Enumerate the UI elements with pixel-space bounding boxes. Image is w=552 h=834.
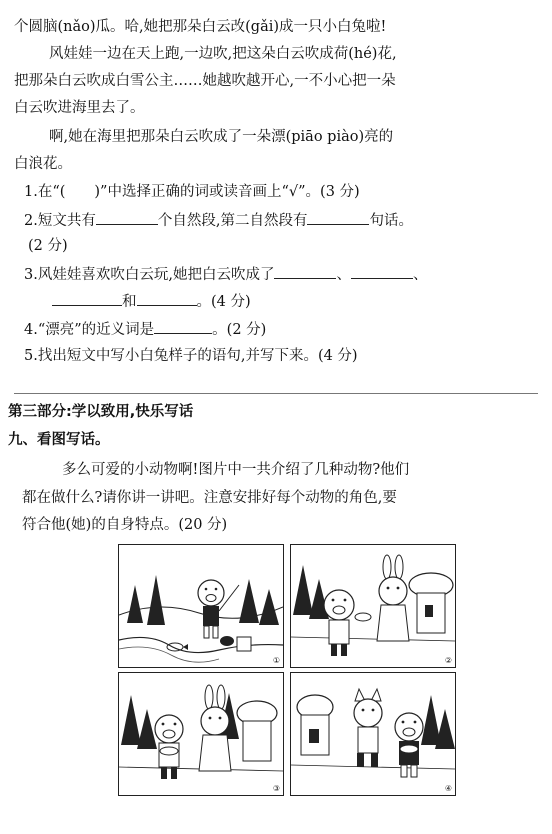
prompt-line-2: 都在做什么?请你讲一讲吧。注意安排好每个动物的角色,要 xyxy=(22,490,397,506)
question-3 xyxy=(24,264,552,285)
question-4-score: 。(2 分) xyxy=(212,322,267,338)
question-3-sep-2: 、 xyxy=(412,267,428,283)
part-3-title: 第三部分:学以致用,快乐写话 xyxy=(8,404,194,420)
panel-3-drawing xyxy=(119,673,283,795)
question-4 xyxy=(24,319,552,340)
passage-line-1: 个圆脑(nǎo)瓜。哈,她把那朵白云改(gǎi)成一只小白兔啦! xyxy=(14,19,387,35)
question-4-text: 4.“漂亮”的近义词是 xyxy=(24,322,155,338)
passage-line-2: 风娃娃一边在天上跑,一边吹,把这朵白云吹成荷(hé)花, xyxy=(49,46,397,62)
section-divider xyxy=(14,393,538,394)
picture-panel-1 xyxy=(118,544,284,668)
passage-line-5: 啊,她在海里把那朵白云吹成了一朵漂(piāo piào)亮的 xyxy=(49,129,394,145)
item-9-title: 九、看图写话。 xyxy=(8,432,110,448)
question-2-text-c: 句话。 xyxy=(369,213,413,229)
panel-2-number: ② xyxy=(444,656,452,665)
question-2 xyxy=(24,210,552,231)
picture-panel-3 xyxy=(118,672,284,796)
answer-blank-3c[interactable] xyxy=(52,291,122,306)
panel-4-number: ④ xyxy=(444,784,452,793)
question-2-text-a: 2.短文共有 xyxy=(24,213,96,229)
picture-panel-2 xyxy=(290,544,456,668)
answer-blank-3b[interactable] xyxy=(351,264,413,279)
question-2-text-b: 个自然段,第二自然段有 xyxy=(157,213,308,229)
panel-1-drawing xyxy=(119,545,283,667)
question-2-score: (2 分) xyxy=(28,238,68,254)
question-3-text: 3.风娃娃喜欢吹白云玩,她把白云吹成了 xyxy=(24,267,275,283)
question-5: 5.找出短文中写小白兔样子的语句,并写下来。(4 分) xyxy=(24,348,358,364)
prompt-line-3: 符合他(她)的自身特点。(20 分) xyxy=(22,517,228,533)
panel-2-drawing xyxy=(291,545,455,667)
question-3-score: 。(4 分) xyxy=(196,294,251,310)
answer-blank-3a[interactable] xyxy=(274,264,336,279)
answer-blank-sentences[interactable] xyxy=(307,210,369,225)
panel-3-number: ③ xyxy=(272,784,280,793)
picture-panels xyxy=(118,544,454,794)
answer-blank-4[interactable] xyxy=(154,319,212,334)
question-3-sep-1: 、 xyxy=(336,267,351,283)
answer-blank-3d[interactable] xyxy=(137,291,197,306)
passage-line-3: 把那朵白云吹成白雪公主……她越吹越开心,一不小心把一朵 xyxy=(14,73,396,89)
panel-1-number: ① xyxy=(272,656,280,665)
passage-line-6: 白浪花。 xyxy=(14,156,72,172)
panel-4-drawing xyxy=(291,673,455,795)
picture-panel-4 xyxy=(290,672,456,796)
prompt-line-1: 多么可爱的小动物啊!图片中一共介绍了几种动物?他们 xyxy=(62,462,410,478)
passage-line-4: 白云吹进海里去了。 xyxy=(14,100,145,116)
answer-blank-paragraphs[interactable] xyxy=(96,210,158,225)
question-3-cont xyxy=(52,291,552,312)
question-3-and: 和 xyxy=(122,294,137,310)
question-1: 1.在“( )”中选择正确的词或读音画上“√”。(3 分) xyxy=(24,184,360,200)
